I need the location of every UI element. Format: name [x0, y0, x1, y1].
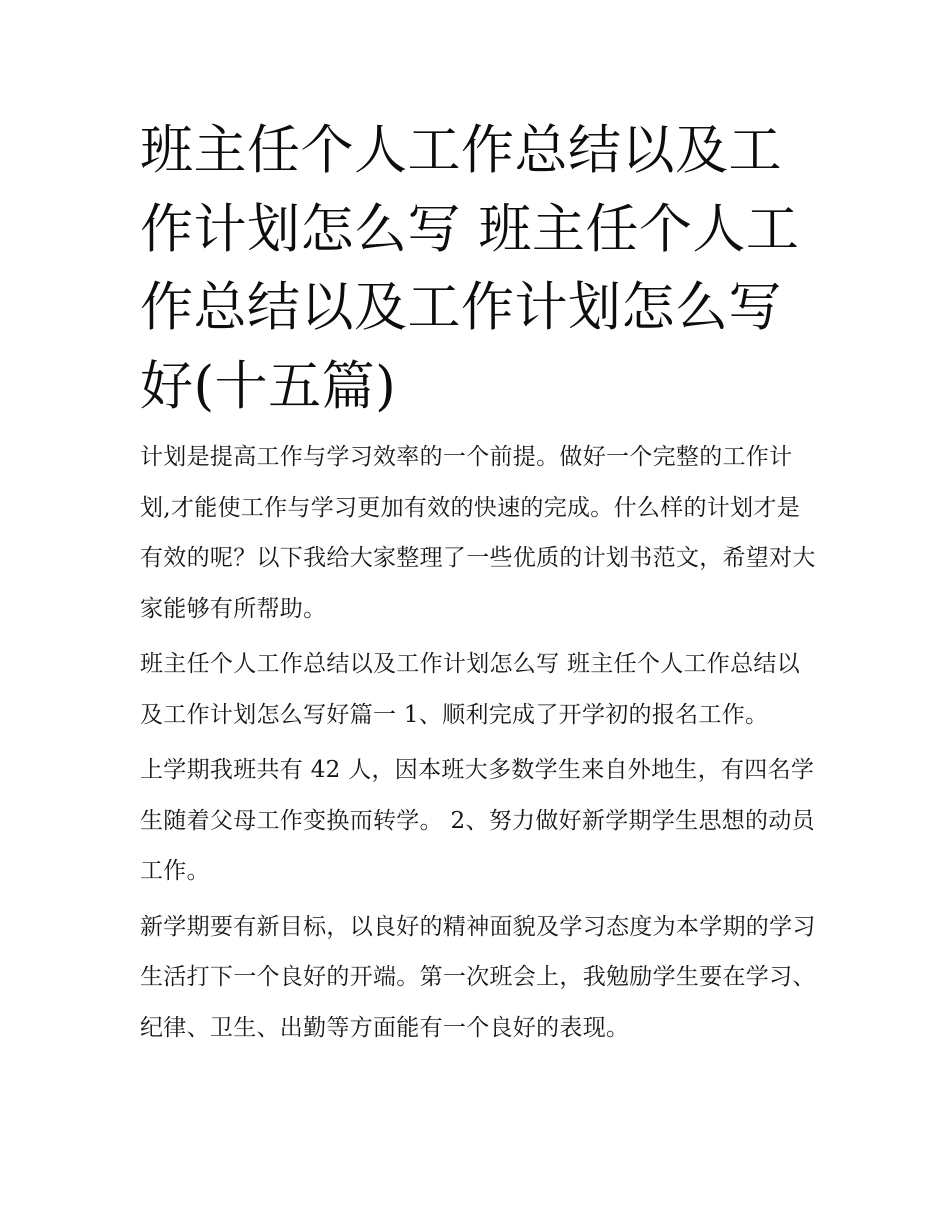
- paragraph-section-one: 班主任个人工作总结以及工作计划怎么写 班主任个人工作总结以及工作计划怎么写好篇一 1、顺利完成了开学初的报名工作。: [140, 651, 801, 728]
- paragraph-new-semester: 新学期要有新目标，以良好的精神面貌及学习态度为本学期的学习生活打下一个良好的开端。第一次班会上，我勉励学生要在学习、纪律、卫生、出勤等方面能有一个良好的表现。: [140, 913, 816, 1041]
- paragraph-class-size: 上学期我班共有 42 人，因本班大多数学生来自外地生，有四名学生随着父母工作变换而转学。 2、努力做好新学期学生思想的动员工作。: [140, 757, 815, 884]
- document-title: 班主任个人工作总结以及工作计划怎么写 班主任个人工作总结以及工作计划怎么写好(十五篇): [140, 120, 800, 417]
- document-body: [140, 432, 820, 1058]
- paragraph-intro: 计划是提高工作与学习效率的一个前提。做好一个完整的工作计划,才能使工作与学习更加有效的快速的完成。什么样的计划才是有效的呢？以下我给大家整理了一些优质的计划书范文，希望对大家能够有所帮助。: [140, 444, 816, 622]
